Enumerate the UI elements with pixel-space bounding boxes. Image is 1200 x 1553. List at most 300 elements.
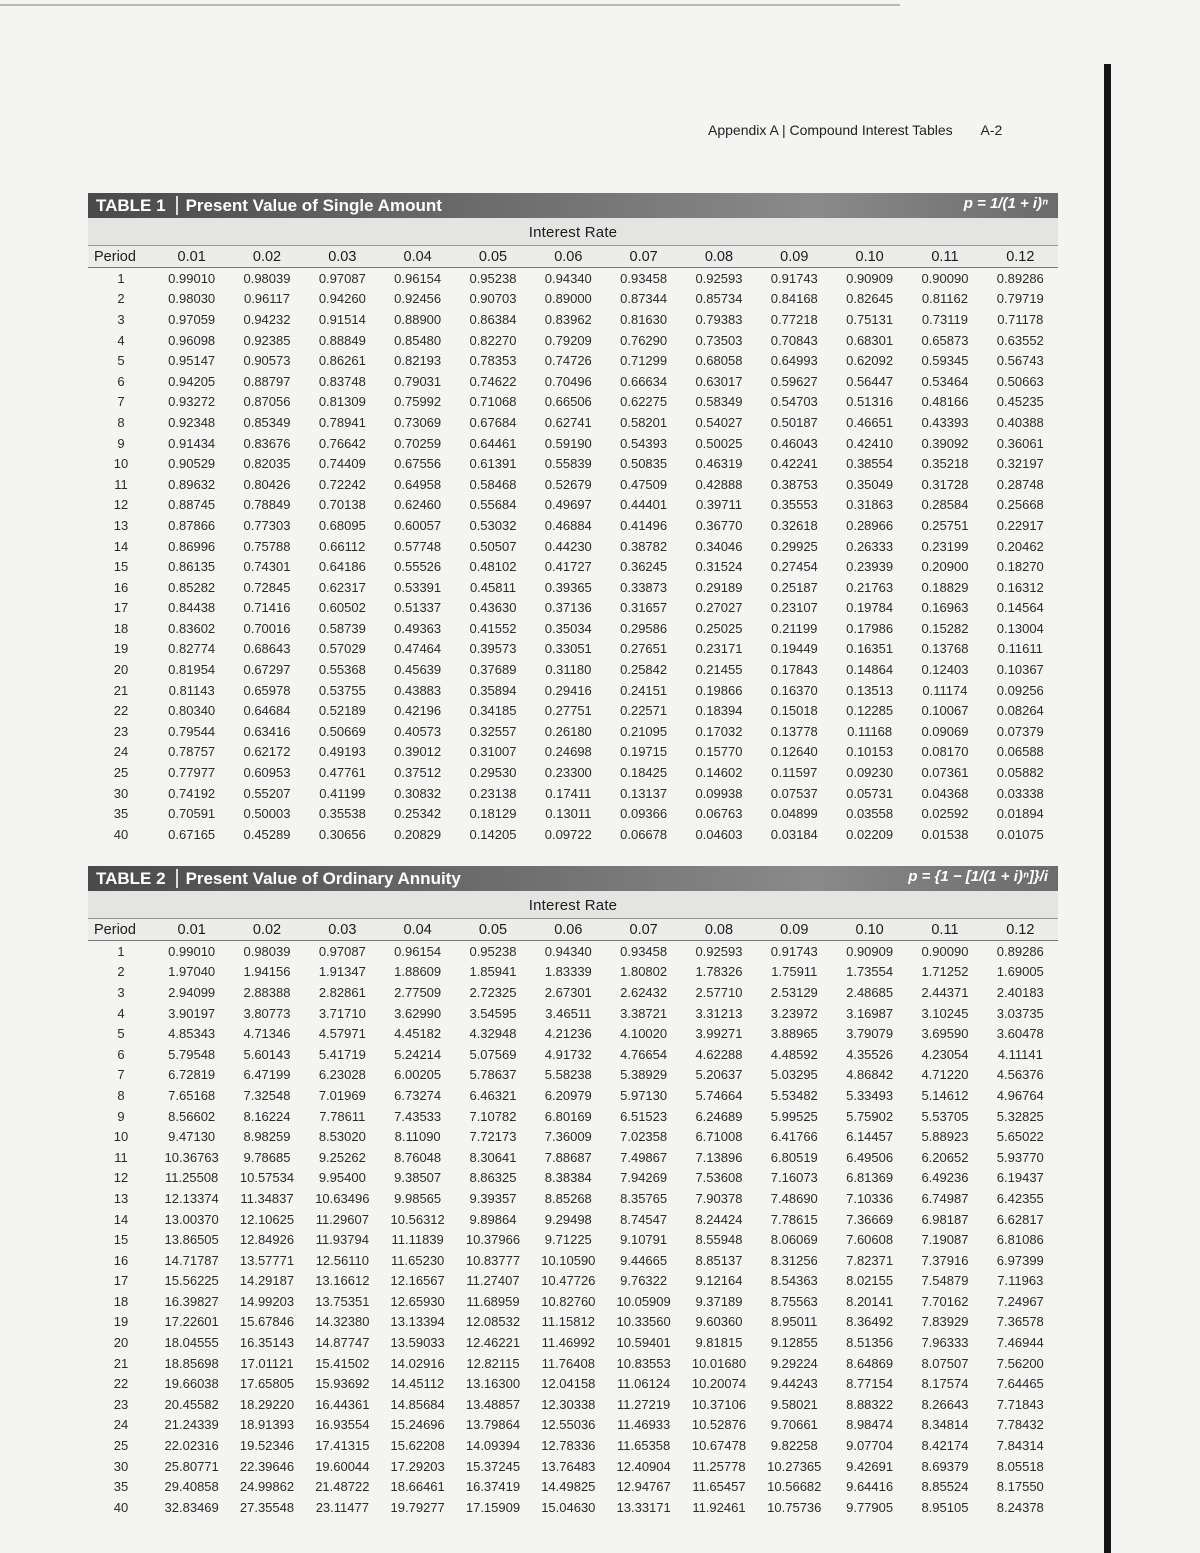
value-cell: 7.64465 — [996, 1376, 1044, 1392]
period-column-header: Period — [88, 246, 154, 268]
period-cell: 4 — [117, 1005, 125, 1021]
rate-column-header: 0.10 — [832, 919, 907, 941]
period-cell: 9 — [117, 1108, 125, 1124]
value-cell: 11.25508 — [165, 1170, 219, 1186]
value-cell: 0.68643 — [243, 641, 291, 657]
value-cell: 0.07361 — [921, 765, 969, 781]
value-cell: 0.59190 — [544, 435, 592, 451]
value-cell: 24.99862 — [239, 1479, 295, 1495]
value-cell: 0.88900 — [394, 311, 442, 327]
value-cell: 0.58468 — [469, 476, 517, 492]
value-cell: 10.83553 — [616, 1355, 671, 1371]
value-cell: 5.33493 — [846, 1087, 894, 1103]
value-cell: 1.88609 — [394, 964, 442, 980]
value-cell: 5.58238 — [544, 1067, 592, 1083]
value-cell: 0.10067 — [921, 703, 969, 719]
value-cell: 0.97087 — [318, 943, 366, 959]
value-cell: 0.34185 — [469, 703, 517, 719]
table-row — [88, 1291, 1058, 1312]
value-cell: 19.66038 — [164, 1376, 219, 1392]
value-cell: 0.16351 — [846, 641, 894, 657]
value-cell: 0.04603 — [695, 826, 743, 842]
value-cell: 0.23138 — [469, 785, 517, 801]
table-1-grid — [88, 245, 1058, 845]
value-cell: 19.52346 — [239, 1438, 295, 1454]
value-cell: 6.73274 — [394, 1087, 442, 1103]
value-cell: 2.72325 — [469, 984, 517, 1000]
rate-column-header: 0.09 — [757, 246, 832, 268]
value-cell: 0.57748 — [394, 538, 442, 554]
value-cell: 0.26180 — [544, 723, 592, 739]
value-cell: 0.09230 — [846, 765, 894, 781]
value-cell: 1.69005 — [996, 964, 1044, 980]
value-cell: 0.45811 — [469, 579, 516, 595]
value-cell: 0.64461 — [469, 435, 517, 451]
value-cell: 0.13768 — [921, 641, 969, 657]
value-cell: 8.98474 — [846, 1417, 894, 1433]
table-1-body — [88, 268, 1058, 845]
value-cell: 8.34814 — [921, 1417, 969, 1433]
value-cell: 9.29224 — [770, 1355, 818, 1371]
value-cell: 0.01894 — [996, 806, 1044, 822]
period-cell: 13 — [113, 517, 129, 533]
value-cell: 0.88797 — [243, 373, 291, 389]
table-1-formula: p = 1/(1 + i)ⁿ — [963, 195, 1048, 212]
period-cell: 12 — [113, 1170, 129, 1186]
value-cell: 0.81143 — [168, 682, 215, 698]
value-cell: 0.59627 — [770, 373, 818, 389]
value-cell: 11.11839 — [391, 1232, 444, 1248]
period-cell: 7 — [117, 1067, 125, 1083]
value-cell: 5.60143 — [243, 1046, 291, 1062]
value-cell: 5.07569 — [469, 1046, 517, 1062]
value-cell: 16.37419 — [465, 1479, 521, 1495]
value-cell: 7.11963 — [997, 1273, 1044, 1289]
value-cell: 13.76483 — [541, 1458, 596, 1474]
value-cell: 14.09394 — [465, 1438, 521, 1454]
value-cell: 0.88745 — [168, 497, 216, 513]
value-cell: 10.05909 — [616, 1293, 671, 1309]
value-cell: 0.81309 — [318, 394, 366, 410]
value-cell: 9.98565 — [394, 1190, 442, 1206]
value-cell: 0.50669 — [318, 723, 366, 739]
value-cell: 0.90090 — [921, 943, 969, 959]
value-cell: 0.06763 — [695, 806, 743, 822]
value-cell: 6.80169 — [544, 1108, 592, 1124]
value-cell: 14.49825 — [541, 1479, 596, 1495]
value-cell: 7.90378 — [695, 1190, 743, 1206]
period-cell: 19 — [113, 641, 129, 657]
value-cell: 7.71843 — [996, 1396, 1044, 1412]
value-cell: 6.81086 — [996, 1232, 1044, 1248]
value-cell: 0.24151 — [620, 682, 668, 698]
value-cell: 16.39827 — [164, 1293, 219, 1309]
value-cell: 19.79277 — [390, 1499, 445, 1515]
value-cell: 5.24214 — [394, 1046, 442, 1062]
value-cell: 9.44665 — [620, 1252, 668, 1268]
period-cell: 8 — [117, 1087, 125, 1103]
value-cell: 7.10782 — [469, 1108, 517, 1124]
value-cell: 0.80340 — [168, 703, 216, 719]
period-cell: 20 — [113, 1335, 129, 1351]
value-cell: 0.53464 — [921, 373, 969, 389]
value-cell: 8.42174 — [921, 1438, 969, 1454]
value-cell: 9.29498 — [544, 1211, 592, 1227]
value-cell: 4.10020 — [620, 1026, 668, 1042]
value-cell: 0.91743 — [770, 270, 818, 286]
table-row — [88, 412, 1058, 433]
value-cell: 10.83777 — [465, 1252, 521, 1268]
period-cell: 6 — [117, 373, 125, 389]
value-cell: 0.42410 — [846, 435, 894, 451]
value-cell: 0.78849 — [243, 497, 291, 513]
value-cell: 0.09938 — [695, 785, 743, 801]
value-cell: 0.18129 — [469, 806, 517, 822]
table-row — [88, 1312, 1058, 1333]
value-cell: 11.27407 — [466, 1273, 520, 1289]
value-cell: 3.99271 — [695, 1026, 743, 1042]
table-row — [88, 1435, 1058, 1456]
value-cell: 6.98187 — [921, 1211, 969, 1227]
value-cell: 0.54393 — [620, 435, 668, 451]
value-cell: 0.95238 — [469, 943, 517, 959]
period-cell: 6 — [117, 1046, 125, 1062]
value-cell: 0.85734 — [695, 291, 743, 307]
value-cell: 2.44371 — [921, 984, 969, 1000]
value-cell: 0.09256 — [996, 682, 1044, 698]
value-cell: 0.79209 — [544, 332, 592, 348]
value-cell: 12.08532 — [465, 1314, 521, 1330]
table-row — [88, 783, 1058, 804]
table-row — [88, 680, 1058, 701]
value-cell: 0.19784 — [846, 600, 894, 616]
value-cell: 0.74301 — [243, 559, 291, 575]
value-cell: 7.36009 — [544, 1129, 592, 1145]
period-cell: 2 — [117, 964, 125, 980]
table-row — [88, 1147, 1058, 1168]
value-cell: 0.05882 — [996, 765, 1044, 781]
value-cell: 0.39711 — [695, 497, 742, 513]
table-row — [88, 1003, 1058, 1024]
value-cell: 6.20979 — [544, 1087, 592, 1103]
value-cell: 13.16612 — [315, 1273, 370, 1289]
value-cell: 0.92593 — [695, 943, 743, 959]
value-cell: 0.54703 — [770, 394, 818, 410]
value-cell: 0.34046 — [695, 538, 743, 554]
value-cell: 0.12285 — [846, 703, 894, 719]
value-cell: 0.39573 — [469, 641, 517, 657]
value-cell: 12.55036 — [541, 1417, 596, 1433]
value-cell: 0.92456 — [394, 291, 442, 307]
value-cell: 11.68959 — [466, 1293, 520, 1309]
rate-column-header: 0.01 — [154, 246, 229, 268]
value-cell: 14.71787 — [164, 1252, 219, 1268]
value-cell: 0.14564 — [996, 600, 1044, 616]
value-cell: 0.47464 — [394, 641, 442, 657]
value-cell: 0.46043 — [770, 435, 818, 451]
value-cell: 0.46651 — [846, 414, 894, 430]
period-cell: 30 — [113, 785, 129, 801]
value-cell: 1.73554 — [846, 964, 894, 980]
value-cell: 0.98030 — [168, 291, 216, 307]
value-cell: 0.84438 — [168, 600, 216, 616]
value-cell: 4.21236 — [544, 1026, 592, 1042]
value-cell: 0.71068 — [469, 394, 517, 410]
value-cell: 7.02358 — [620, 1129, 668, 1145]
value-cell: 8.35765 — [620, 1190, 668, 1206]
value-cell: 0.62172 — [243, 744, 291, 760]
value-cell: 0.42196 — [394, 703, 442, 719]
value-cell: 10.52876 — [691, 1417, 747, 1433]
value-cell: 7.32548 — [243, 1087, 291, 1103]
value-cell: 0.01538 — [921, 826, 969, 842]
value-cell: 2.40183 — [996, 984, 1044, 1000]
value-cell: 0.17032 — [695, 723, 743, 739]
table-row — [88, 941, 1058, 962]
value-cell: 10.56312 — [390, 1211, 445, 1227]
rate-column-header: 0.03 — [305, 246, 380, 268]
value-cell: 0.70259 — [394, 435, 442, 451]
value-cell: 11.46933 — [617, 1417, 671, 1433]
value-cell: 0.92385 — [243, 332, 291, 348]
value-cell: 10.37966 — [465, 1232, 521, 1248]
value-cell: 0.35034 — [544, 620, 592, 636]
value-cell: 3.62990 — [394, 1005, 442, 1021]
value-cell: 0.49363 — [394, 620, 442, 636]
value-cell: 5.03295 — [770, 1067, 818, 1083]
running-header — [708, 122, 1002, 138]
value-cell: 0.09366 — [620, 806, 668, 822]
value-cell: 5.97130 — [620, 1087, 668, 1103]
value-cell: 14.85684 — [390, 1396, 445, 1412]
value-cell: 7.83929 — [921, 1314, 969, 1330]
value-cell: 0.93458 — [620, 943, 668, 959]
value-cell: 0.30656 — [318, 826, 366, 842]
table-row — [88, 1271, 1058, 1292]
value-cell: 0.72242 — [318, 476, 366, 492]
value-cell: 2.88388 — [243, 984, 291, 1000]
value-cell: 3.10245 — [921, 1005, 969, 1021]
value-cell: 0.31728 — [921, 476, 969, 492]
table-row — [88, 1209, 1058, 1230]
value-cell: 0.02592 — [921, 806, 969, 822]
value-cell: 7.43533 — [394, 1108, 442, 1124]
value-cell: 6.23028 — [318, 1067, 366, 1083]
value-cell: 0.96154 — [394, 943, 442, 959]
value-cell: 10.56682 — [767, 1479, 822, 1495]
value-cell: 0.98039 — [243, 270, 291, 286]
value-cell: 8.74547 — [620, 1211, 668, 1227]
value-cell: 2.77509 — [394, 984, 442, 1000]
value-cell: 6.20652 — [921, 1149, 969, 1165]
table-1-header-row — [88, 246, 1058, 268]
period-cell: 24 — [113, 1417, 129, 1433]
value-cell: 0.46884 — [544, 517, 592, 533]
value-cell: 0.87344 — [620, 291, 668, 307]
value-cell: 10.20074 — [691, 1376, 747, 1392]
rate-column-header: 0.11 — [907, 246, 982, 268]
value-cell: 0.89286 — [996, 943, 1044, 959]
value-cell: 5.99525 — [770, 1108, 818, 1124]
value-cell: 4.71220 — [921, 1067, 969, 1083]
value-cell: 11.34837 — [240, 1190, 294, 1206]
table-2-formula: p = {1 − [1/(1 + i)ⁿ]}/i — [908, 868, 1048, 885]
value-cell: 0.36245 — [620, 559, 668, 575]
value-cell: 3.80773 — [243, 1005, 291, 1021]
table-row — [88, 721, 1058, 742]
value-cell: 18.85698 — [164, 1355, 219, 1371]
value-cell: 7.10336 — [846, 1190, 894, 1206]
value-cell: 0.25342 — [394, 806, 442, 822]
value-cell: 10.82760 — [541, 1293, 596, 1309]
table-2 — [88, 866, 1058, 1518]
value-cell: 0.87056 — [243, 394, 291, 410]
value-cell: 0.35218 — [921, 456, 969, 472]
value-cell: 0.33873 — [620, 579, 668, 595]
value-cell: 7.72173 — [469, 1129, 517, 1145]
value-cell: 0.31007 — [469, 744, 517, 760]
value-cell: 0.31524 — [695, 559, 743, 575]
value-cell: 0.60953 — [243, 765, 291, 781]
value-cell: 0.67684 — [469, 414, 517, 430]
value-cell: 8.17574 — [921, 1376, 969, 1392]
value-cell: 0.83962 — [544, 311, 592, 327]
value-cell: 0.04899 — [770, 806, 818, 822]
value-cell: 0.38554 — [846, 456, 894, 472]
value-cell: 0.19449 — [770, 641, 818, 657]
value-cell: 0.13513 — [846, 682, 894, 698]
value-cell: 12.40904 — [616, 1458, 671, 1474]
value-cell: 0.56447 — [846, 373, 894, 389]
value-cell: 8.77154 — [846, 1376, 894, 1392]
value-cell: 25.80771 — [164, 1458, 219, 1474]
value-cell: 7.60608 — [846, 1232, 894, 1248]
period-cell: 17 — [113, 600, 129, 616]
period-cell: 3 — [117, 984, 125, 1000]
value-cell: 6.24689 — [695, 1108, 743, 1124]
value-cell: 0.10153 — [846, 744, 894, 760]
value-cell: 6.19437 — [996, 1170, 1044, 1186]
table-row — [88, 803, 1058, 824]
value-cell: 10.10590 — [541, 1252, 596, 1268]
value-cell: 8.98259 — [243, 1129, 291, 1145]
value-cell: 14.45112 — [391, 1376, 445, 1392]
value-cell: 16.35143 — [239, 1335, 295, 1351]
value-cell: 2.67301 — [544, 984, 592, 1000]
value-cell: 0.75131 — [846, 311, 894, 327]
table-row — [88, 1023, 1058, 1044]
value-cell: 6.71008 — [695, 1129, 743, 1145]
value-cell: 6.49236 — [921, 1170, 969, 1186]
value-cell: 3.23972 — [770, 1005, 818, 1021]
period-cell: 13 — [113, 1190, 129, 1206]
value-cell: 11.15812 — [541, 1314, 595, 1330]
value-cell: 0.24698 — [544, 744, 592, 760]
value-cell: 0.78353 — [469, 353, 517, 369]
rate-column-header: 0.06 — [531, 246, 606, 268]
value-cell: 11.46992 — [541, 1335, 595, 1351]
value-cell: 0.71299 — [620, 353, 668, 369]
value-cell: 7.37916 — [921, 1252, 969, 1268]
rate-column-header: 0.02 — [229, 246, 304, 268]
value-cell: 0.65978 — [243, 682, 291, 698]
value-cell: 3.38721 — [620, 1005, 668, 1021]
value-cell: 15.93692 — [315, 1376, 370, 1392]
value-cell: 8.05518 — [996, 1458, 1044, 1474]
value-cell: 0.77303 — [243, 517, 291, 533]
value-cell: 12.16567 — [390, 1273, 445, 1289]
table-row — [88, 289, 1058, 310]
value-cell: 0.40573 — [394, 723, 442, 739]
value-cell: 0.37512 — [394, 765, 442, 781]
value-cell: 8.86325 — [469, 1170, 517, 1186]
value-cell: 10.47726 — [541, 1273, 596, 1289]
value-cell: 0.82645 — [846, 291, 894, 307]
value-cell: 9.10791 — [620, 1232, 668, 1248]
value-cell: 0.25025 — [695, 620, 743, 636]
period-cell: 2 — [117, 291, 125, 307]
value-cell: 0.94340 — [544, 943, 592, 959]
value-cell: 0.36770 — [695, 517, 743, 533]
value-cell: 5.88923 — [921, 1129, 969, 1145]
period-cell: 21 — [113, 682, 129, 698]
period-cell: 25 — [113, 765, 129, 781]
table-1-title-bar — [88, 193, 1058, 218]
value-cell: 0.06588 — [996, 744, 1044, 760]
value-cell: 0.03184 — [770, 826, 818, 842]
value-cell: 0.93458 — [620, 270, 668, 286]
value-cell: 8.76048 — [394, 1149, 442, 1165]
value-cell: 3.88965 — [770, 1026, 818, 1042]
value-cell: 15.24696 — [390, 1417, 445, 1433]
value-cell: 0.64958 — [394, 476, 442, 492]
value-cell: 8.53020 — [318, 1129, 366, 1145]
value-cell: 8.64869 — [846, 1355, 894, 1371]
value-cell: 0.43393 — [921, 414, 969, 430]
period-cell: 30 — [113, 1458, 129, 1474]
value-cell: 0.50025 — [695, 435, 743, 451]
value-cell: 0.86261 — [318, 353, 366, 369]
value-cell: 15.41502 — [315, 1355, 370, 1371]
rate-column-header: 0.02 — [229, 919, 304, 941]
value-cell: 0.45639 — [394, 662, 442, 678]
rate-column-header: 0.04 — [380, 246, 455, 268]
value-cell: 0.19866 — [695, 682, 743, 698]
value-cell: 0.79031 — [394, 373, 442, 389]
value-cell: 0.72845 — [243, 579, 291, 595]
value-cell: 0.63017 — [695, 373, 743, 389]
value-cell: 0.82270 — [469, 332, 517, 348]
value-cell: 0.88849 — [318, 332, 366, 348]
value-cell: 4.86842 — [846, 1067, 894, 1083]
value-cell: 0.20900 — [921, 559, 969, 575]
value-cell: 17.65805 — [239, 1376, 295, 1392]
table-row — [88, 982, 1058, 1003]
value-cell: 0.07537 — [770, 785, 818, 801]
value-cell: 0.41727 — [544, 559, 592, 575]
value-cell: 0.19715 — [620, 744, 668, 760]
value-cell: 4.11141 — [997, 1046, 1043, 1062]
value-cell: 7.78611 — [319, 1108, 366, 1124]
value-cell: 18.29220 — [239, 1396, 295, 1412]
value-cell: 6.51523 — [620, 1108, 668, 1124]
value-cell: 10.67478 — [691, 1438, 747, 1454]
value-cell: 18.04555 — [164, 1335, 219, 1351]
period-cell: 11 — [114, 476, 128, 492]
value-cell: 8.54363 — [770, 1273, 818, 1289]
value-cell: 0.96117 — [243, 291, 290, 307]
value-cell: 0.14205 — [469, 826, 517, 842]
